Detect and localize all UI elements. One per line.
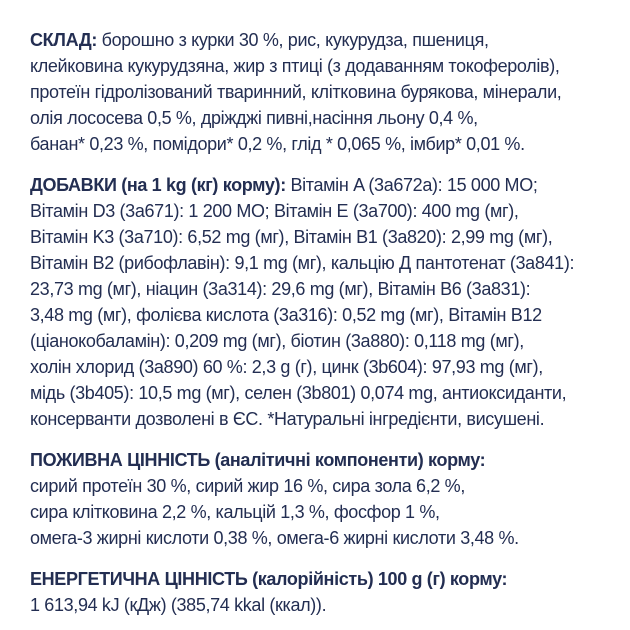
- additives-line: мідь (3b405): 10,5 mg (мг), селен (3b801) 0,074 mg, антиоксиданти,: [30, 383, 567, 403]
- nutrition-line: сирий протеїн 30 %, сирий жир 16 %, сира зола 6,2 %,: [30, 476, 465, 496]
- nutrition-line: омега-3 жирні кислоти 0,38 %, омега-6 жирні кислоти 3,48 %.: [30, 528, 519, 548]
- additives-text: Вітамін A (3a672a): 15 000 МО;: [290, 175, 538, 195]
- additives-line: холін хлорид (3a890) 60 %: 2,3 g (г), цинк (3b604): 97,93 mg (мг),: [30, 357, 543, 377]
- section-additives: [30, 172, 602, 432]
- additives-line: консерванти дозволені в ЄС. *Натуральні інгредієнти, висушені.: [30, 409, 545, 429]
- composition-line: [30, 27, 602, 53]
- nutrition-line: сира клітковина 2,2 %, кальцій 1,3 %, фосфор 1 %,: [30, 502, 440, 522]
- composition-line: протеїн гідролізований тваринний, клітковина бурякова, мінерали,: [30, 82, 562, 102]
- additives-line: 23,73 mg (мг), ніацин (3a314): 29,6 mg (мг), Вітамін B6 (3a831):: [30, 279, 531, 299]
- composition-line: банан* 0,23 %, помідори* 0,2 %, глід * 0,065 %, імбир* 0,01 %.: [30, 134, 525, 154]
- energy-line: 1 613,94 kJ (кДж) (385,74 kkal (ккал)).: [30, 595, 327, 615]
- additives-heading: ДОБАВКИ (на 1 kg (кг) корму):: [30, 175, 286, 195]
- section-composition: [30, 27, 602, 157]
- additives-line: 3,48 mg (мг), фолієва кислота (3a316): 0,52 mg (мг), Вітамін B12: [30, 305, 542, 325]
- composition-text: борошно з курки 30 %, рис, кукурудза, пшениця,: [101, 30, 489, 50]
- section-energy: [30, 566, 602, 618]
- additives-line: [30, 172, 602, 198]
- section-nutrition: [30, 447, 602, 551]
- additives-line: Вітамін B2 (рибофлавін): 9,1 mg (мг), кальцію Д пантотенат (3a841):: [30, 253, 575, 273]
- nutrition-heading: ПОЖИВНА ЦІННІСТЬ (аналітичні компоненти) корму:: [30, 450, 486, 470]
- composition-line: олія лососева 0,5 %, дріжджі пивні,насіння льону 0,4 %,: [30, 108, 478, 128]
- energy-heading: ЕНЕРГЕТИЧНА ЦІННІСТЬ (калорійність) 100 g (г) корму:: [30, 569, 508, 589]
- composition-heading: СКЛАД:: [30, 30, 97, 50]
- composition-line: клейковина кукурудзяна, жир з птиці (з додаванням токоферолів),: [30, 56, 560, 76]
- additives-line: (ціанокобаламін): 0,209 mg (мг), біотин (3a880): 0,118 mg (мг),: [30, 331, 524, 351]
- additives-line: Вітамін D3 (3a671): 1 200 МО; Вітамін E (3a700): 400 mg (мг),: [30, 201, 519, 221]
- additives-line: Вітамін K3 (3a710): 6,52 mg (мг), Вітамін B1 (3a820): 2,99 mg (мг),: [30, 227, 553, 247]
